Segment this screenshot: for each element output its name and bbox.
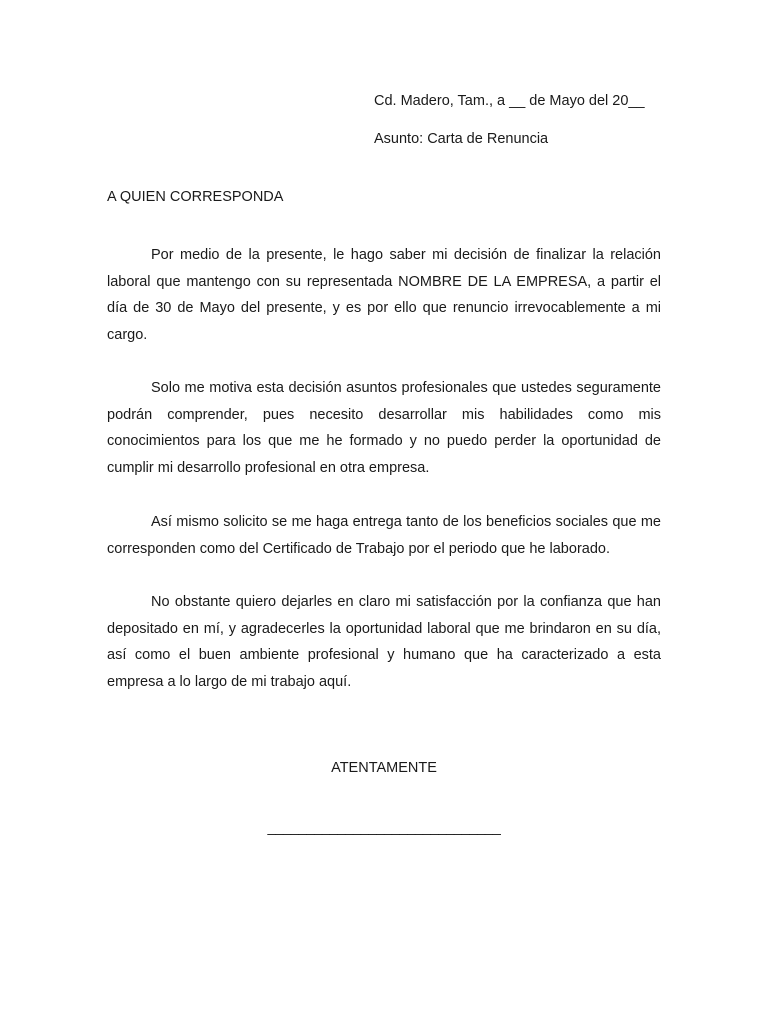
closing: ATENTAMENTE: [331, 760, 437, 776]
body-paragraph-3: Así mismo solicito se me haga entrega tanto de los beneficios sociales que me corresponden como del Certificado de Trabajo por el periodo que he laborado.: [107, 514, 661, 557]
body-paragraph-4: No obstante quiero dejarles en claro mi satisfacción por la confianza que han depositado en mí, y agradecerles la oportunidad laboral que me brindaron en su día, así como el buen ambiente profesional y humano que ha caracterizado a esta empresa a lo largo de mi trabajo aquí.: [107, 594, 661, 690]
salutation: A QUIEN CORRESPONDA: [107, 189, 284, 205]
signature-line: ______________________________: [267, 820, 501, 836]
body-paragraph-2: Solo me motiva esta decisión asuntos profesionales que ustedes seguramente podrán comprender, pues necesito desarrollar mis habilidades como mis conocimientos para los que me he formado y no puedo perder la oportunidad de cumplir mi desarrollo profesional en otra empresa.: [107, 380, 661, 476]
place-date-line: Cd. Madero, Tam., a __ de Mayo del 20__: [374, 93, 645, 109]
subject-line: Asunto: Carta de Renuncia: [374, 131, 549, 147]
body-paragraph-1: Por medio de la presente, le hago saber mi decisión de finalizar la relación laboral que mantengo con su representada NOMBRE DE LA EMPRESA, a partir el día de 30 de Mayo del presente, y es por ello que renuncio irrevocablemente a mi cargo.: [107, 247, 661, 343]
